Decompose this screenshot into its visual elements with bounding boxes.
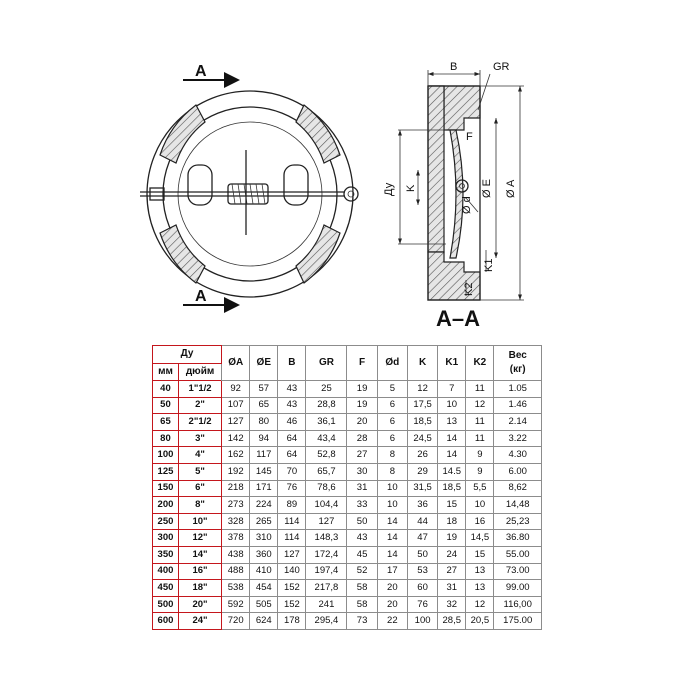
cell-value: 12 <box>466 397 494 414</box>
table-row <box>153 596 542 613</box>
cell-value: 11 <box>466 430 494 447</box>
cell-value: 140 <box>278 563 306 580</box>
cell-value: 44 <box>407 513 437 530</box>
cell-value: 2.14 <box>494 414 542 431</box>
cell-value: 162 <box>222 447 250 464</box>
label-phi-E: Ø E <box>481 179 493 198</box>
cell-dn-mm: 80 <box>153 430 179 447</box>
cell-value: 53 <box>407 563 437 580</box>
cell-dn-inch: 12" <box>178 530 221 547</box>
cell-value: 15 <box>438 497 466 514</box>
cell-value: 20 <box>377 596 407 613</box>
cell-value: 15 <box>466 546 494 563</box>
cell-value: 36.80 <box>494 530 542 547</box>
cell-value: 438 <box>222 546 250 563</box>
cell-dn-mm: 40 <box>153 381 179 398</box>
cell-value: 224 <box>250 497 278 514</box>
section-title: A–A <box>436 306 481 331</box>
cell-value: 8,62 <box>494 480 542 497</box>
cell-dn-inch: 1"1/2 <box>178 381 221 398</box>
cell-value: 100 <box>407 613 437 630</box>
cell-value: 18,5 <box>407 414 437 431</box>
cell-value: 13 <box>438 414 466 431</box>
cell-dn-inch: 20" <box>178 596 221 613</box>
cell-dn-mm: 200 <box>153 497 179 514</box>
cell-value: 19 <box>347 381 377 398</box>
cell-value: 60 <box>407 580 437 597</box>
cell-value: 46 <box>278 414 306 431</box>
cell-value: 178 <box>278 613 306 630</box>
cell-value: 47 <box>407 530 437 547</box>
table-row <box>153 447 542 464</box>
cell-dn-mm: 150 <box>153 480 179 497</box>
cell-value: 107 <box>222 397 250 414</box>
cell-value: 43,4 <box>306 430 347 447</box>
cell-value: 11 <box>466 414 494 431</box>
cell-value: 265 <box>250 513 278 530</box>
cell-value: 171 <box>250 480 278 497</box>
cell-value: 127 <box>306 513 347 530</box>
cell-dn-mm: 250 <box>153 513 179 530</box>
cell-value: 192 <box>222 463 250 480</box>
cell-dn-mm: 125 <box>153 463 179 480</box>
table-row <box>153 546 542 563</box>
header-dn: Ду <box>153 346 222 364</box>
cell-value: 197,4 <box>306 563 347 580</box>
cell-value: 14 <box>377 546 407 563</box>
cell-dn-inch: 2" <box>178 397 221 414</box>
cell-value: 64 <box>278 447 306 464</box>
cell-value: 145 <box>250 463 278 480</box>
cell-value: 13 <box>466 580 494 597</box>
cell-dn-inch: 14" <box>178 546 221 563</box>
cell-value: 9 <box>466 463 494 480</box>
cell-value: 14 <box>377 530 407 547</box>
cell-value: 10 <box>438 397 466 414</box>
cell-value: 52,8 <box>306 447 347 464</box>
label-F: F <box>466 131 473 143</box>
table-row <box>153 530 542 547</box>
cell-value: 142 <box>222 430 250 447</box>
cell-value: 14 <box>377 513 407 530</box>
cell-value: 26 <box>407 447 437 464</box>
cell-value: 50 <box>347 513 377 530</box>
header-inch: дюйм <box>178 363 221 381</box>
cell-value: 14,48 <box>494 497 542 514</box>
table-row <box>153 480 542 497</box>
cell-value: 19 <box>438 530 466 547</box>
cell-value: 24,5 <box>407 430 437 447</box>
table-row <box>153 613 542 630</box>
cell-value: 16 <box>466 513 494 530</box>
header-col: ØA <box>222 346 250 381</box>
cell-value: 78,6 <box>306 480 347 497</box>
cell-value: 28 <box>347 430 377 447</box>
cell-value: 17 <box>377 563 407 580</box>
cell-value: 273 <box>222 497 250 514</box>
cell-value: 76 <box>407 596 437 613</box>
cell-value: 1.46 <box>494 397 542 414</box>
cell-value: 20 <box>377 580 407 597</box>
cell-value: 20,5 <box>466 613 494 630</box>
cell-value: 76 <box>278 480 306 497</box>
cell-value: 80 <box>250 414 278 431</box>
table-row <box>153 397 542 414</box>
cell-value: 5 <box>377 381 407 398</box>
cell-value: 152 <box>278 596 306 613</box>
cell-value: 5,5 <box>466 480 494 497</box>
cell-dn-inch: 10" <box>178 513 221 530</box>
cell-value: 360 <box>250 546 278 563</box>
cell-value: 32 <box>438 596 466 613</box>
cell-value: 52 <box>347 563 377 580</box>
cell-value: 27 <box>347 447 377 464</box>
table-row <box>153 580 542 597</box>
technical-drawing <box>0 0 700 340</box>
header-weight <box>494 346 542 381</box>
cell-value: 9 <box>466 447 494 464</box>
cell-value: 148,3 <box>306 530 347 547</box>
cell-value: 410 <box>250 563 278 580</box>
cell-value: 31 <box>438 580 466 597</box>
cell-dn-inch: 24" <box>178 613 221 630</box>
header-weight-line1: Вес <box>508 350 527 361</box>
cell-value: 99.00 <box>494 580 542 597</box>
spec-table-body <box>153 381 542 630</box>
cell-value: 14,5 <box>466 530 494 547</box>
label-B: B <box>450 61 458 73</box>
front-view <box>140 63 358 305</box>
cell-value: 36 <box>407 497 437 514</box>
cell-value: 73 <box>347 613 377 630</box>
cell-value: 488 <box>222 563 250 580</box>
cell-value: 1.05 <box>494 381 542 398</box>
cell-value: 43 <box>278 397 306 414</box>
cell-value: 218 <box>222 480 250 497</box>
section-marker-top: A <box>195 63 207 80</box>
cell-value: 31,5 <box>407 480 437 497</box>
cell-value: 114 <box>278 513 306 530</box>
spec-table <box>152 345 542 630</box>
header-mm: мм <box>153 363 179 381</box>
cell-value: 175.00 <box>494 613 542 630</box>
table-row <box>153 430 542 447</box>
section-view <box>383 61 524 331</box>
cell-dn-inch: 8" <box>178 497 221 514</box>
cell-value: 43 <box>278 381 306 398</box>
header-col: B <box>278 346 306 381</box>
cell-value: 295,4 <box>306 613 347 630</box>
cell-value: 55.00 <box>494 546 542 563</box>
label-K2: K2 <box>463 282 475 296</box>
cell-value: 43 <box>347 530 377 547</box>
label-phi-d: Ø d <box>461 196 473 214</box>
table-row <box>153 513 542 530</box>
cell-value: 89 <box>278 497 306 514</box>
cell-value: 33 <box>347 497 377 514</box>
cell-value: 14 <box>438 430 466 447</box>
cell-dn-mm: 65 <box>153 414 179 431</box>
cell-value: 70 <box>278 463 306 480</box>
cell-value: 65 <box>250 397 278 414</box>
cell-dn-mm: 500 <box>153 596 179 613</box>
cell-value: 624 <box>250 613 278 630</box>
label-K: K <box>405 184 417 192</box>
cell-value: 6.00 <box>494 463 542 480</box>
cell-value: 36,1 <box>306 414 347 431</box>
cell-value: 6 <box>377 397 407 414</box>
label-K1: K1 <box>483 258 495 272</box>
cell-value: 29 <box>407 463 437 480</box>
cell-value: 28,5 <box>438 613 466 630</box>
cell-value: 6 <box>377 414 407 431</box>
cell-dn-mm: 300 <box>153 530 179 547</box>
cell-dn-inch: 18" <box>178 580 221 597</box>
cell-value: 58 <box>347 580 377 597</box>
cell-value: 20 <box>347 414 377 431</box>
header-col: F <box>347 346 377 381</box>
cell-value: 127 <box>278 546 306 563</box>
header-col: GR <box>306 346 347 381</box>
cell-value: 50 <box>407 546 437 563</box>
cell-value: 12 <box>466 596 494 613</box>
label-phi-A: Ø A <box>505 179 517 198</box>
cell-value: 127 <box>222 414 250 431</box>
cell-dn-mm: 50 <box>153 397 179 414</box>
header-col: ØE <box>250 346 278 381</box>
table-row <box>153 463 542 480</box>
cell-value: 14.5 <box>438 463 466 480</box>
cell-value: 65,7 <box>306 463 347 480</box>
cell-value: 592 <box>222 596 250 613</box>
header-weight-line2: (кг) <box>509 364 526 375</box>
cell-value: 22 <box>377 613 407 630</box>
cell-value: 19 <box>347 397 377 414</box>
cell-value: 12 <box>407 381 437 398</box>
cell-value: 28,8 <box>306 397 347 414</box>
cell-value: 18,5 <box>438 480 466 497</box>
cell-value: 720 <box>222 613 250 630</box>
cell-value: 7 <box>438 381 466 398</box>
cell-value: 505 <box>250 596 278 613</box>
cell-value: 538 <box>222 580 250 597</box>
cell-value: 114 <box>278 530 306 547</box>
cell-value: 10 <box>377 480 407 497</box>
cell-value: 104,4 <box>306 497 347 514</box>
cell-value: 45 <box>347 546 377 563</box>
cell-value: 57 <box>250 381 278 398</box>
cell-dn-mm: 600 <box>153 613 179 630</box>
label-DN: Ду <box>383 182 395 196</box>
cell-value: 328 <box>222 513 250 530</box>
section-marker-bottom: A <box>195 288 207 305</box>
cell-dn-mm: 350 <box>153 546 179 563</box>
cell-value: 11 <box>466 381 494 398</box>
cell-value: 73.00 <box>494 563 542 580</box>
cell-value: 31 <box>347 480 377 497</box>
cell-value: 116,00 <box>494 596 542 613</box>
cell-value: 58 <box>347 596 377 613</box>
cell-value: 172,4 <box>306 546 347 563</box>
table-row <box>153 414 542 431</box>
cell-dn-inch: 3" <box>178 430 221 447</box>
header-col: K2 <box>466 346 494 381</box>
cell-dn-inch: 4" <box>178 447 221 464</box>
header-col: K1 <box>438 346 466 381</box>
cell-dn-inch: 2"1/2 <box>178 414 221 431</box>
cell-value: 117 <box>250 447 278 464</box>
cell-value: 30 <box>347 463 377 480</box>
table-row <box>153 381 542 398</box>
cell-dn-mm: 100 <box>153 447 179 464</box>
cell-dn-mm: 450 <box>153 580 179 597</box>
cell-value: 8 <box>377 463 407 480</box>
cell-value: 64 <box>278 430 306 447</box>
cell-value: 94 <box>250 430 278 447</box>
cell-dn-mm: 400 <box>153 563 179 580</box>
cell-value: 454 <box>250 580 278 597</box>
table-row <box>153 563 542 580</box>
cell-value: 17,5 <box>407 397 437 414</box>
header-col: K <box>407 346 437 381</box>
cell-dn-inch: 5" <box>178 463 221 480</box>
cell-value: 217,8 <box>306 580 347 597</box>
cell-value: 13 <box>466 563 494 580</box>
cell-value: 24 <box>438 546 466 563</box>
cell-value: 3.22 <box>494 430 542 447</box>
cell-value: 14 <box>438 447 466 464</box>
cell-value: 152 <box>278 580 306 597</box>
header-col: Ød <box>377 346 407 381</box>
cell-value: 4.30 <box>494 447 542 464</box>
cell-value: 25 <box>306 381 347 398</box>
cell-value: 10 <box>466 497 494 514</box>
cell-value: 241 <box>306 596 347 613</box>
cell-dn-inch: 6" <box>178 480 221 497</box>
cell-value: 310 <box>250 530 278 547</box>
label-GR: GR <box>493 61 510 73</box>
cell-value: 25,23 <box>494 513 542 530</box>
cell-value: 18 <box>438 513 466 530</box>
table-row <box>153 497 542 514</box>
cell-value: 6 <box>377 430 407 447</box>
cell-value: 10 <box>377 497 407 514</box>
cell-value: 27 <box>438 563 466 580</box>
cell-value: 378 <box>222 530 250 547</box>
cell-value: 8 <box>377 447 407 464</box>
cell-dn-inch: 16" <box>178 563 221 580</box>
cell-value: 92 <box>222 381 250 398</box>
